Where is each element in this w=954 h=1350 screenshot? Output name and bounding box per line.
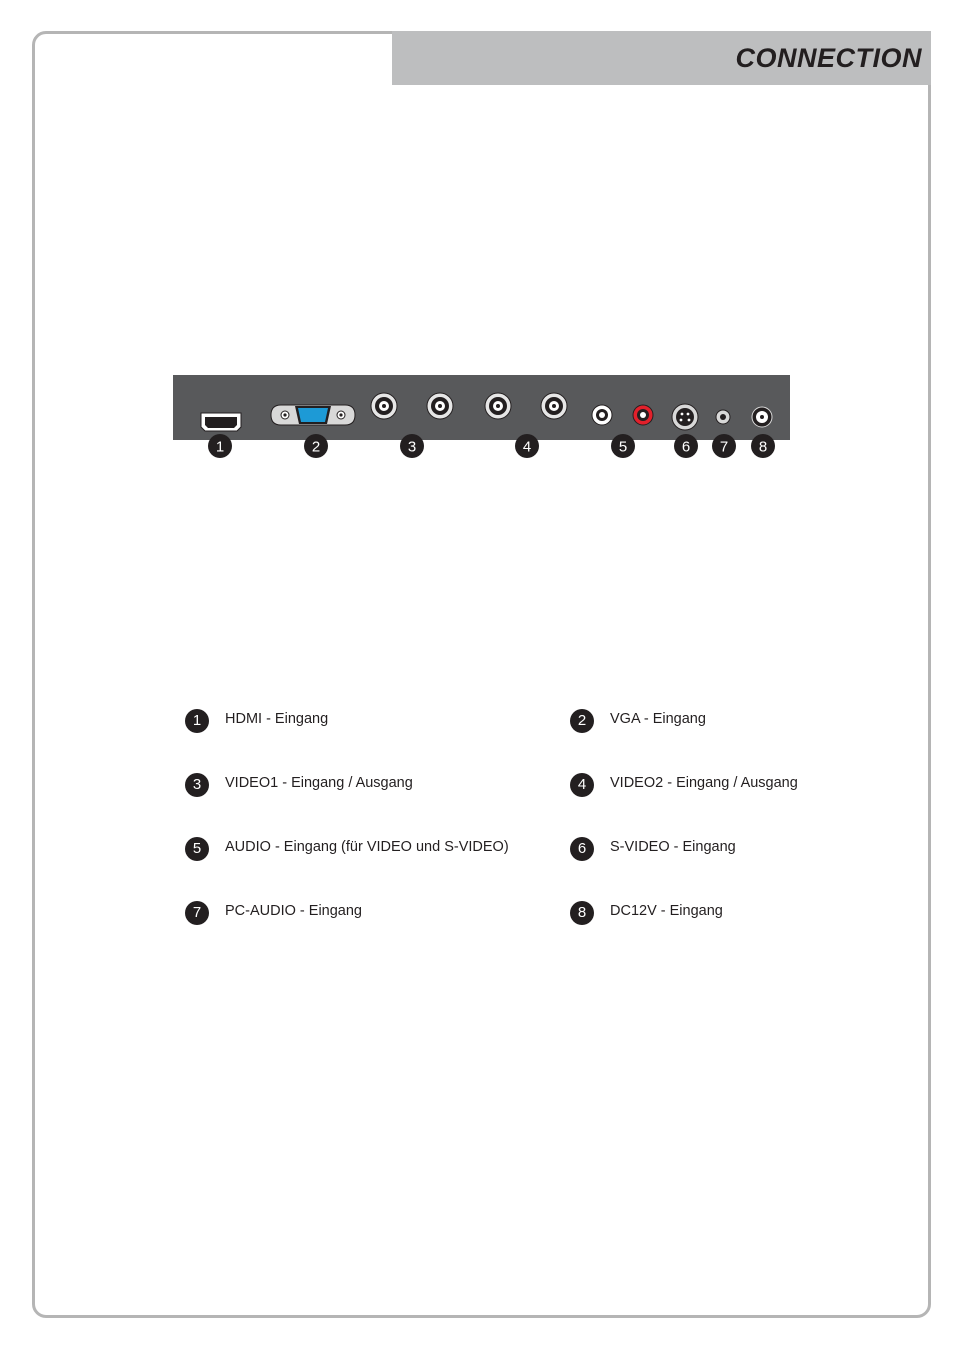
legend-label: VIDEO2 - Eingang / Ausgang <box>610 775 798 791</box>
svg-text:6: 6 <box>681 438 691 456</box>
connector-panel <box>173 375 790 465</box>
legend-label: VGA - Eingang <box>610 711 706 727</box>
legend-label: DC12V - Eingang <box>610 903 723 919</box>
video1-rca-left-icon <box>371 393 397 419</box>
video1-rca-right-icon <box>427 393 453 419</box>
legend-label: AUDIO - Eingang (für VIDEO und S-VIDEO) <box>225 839 509 855</box>
svg-text:4: 4 <box>522 438 532 456</box>
legend-label: VIDEO1 - Eingang / Ausgang <box>225 775 413 791</box>
audio-right-jack-icon <box>633 405 653 425</box>
legend-badge: 3 <box>185 773 209 797</box>
legend-label: S-VIDEO - Eingang <box>610 839 736 855</box>
connector-badge-7 <box>712 434 736 458</box>
connector-badge-2 <box>304 434 328 458</box>
connector-badge-6 <box>674 434 698 458</box>
legend-badge: 8 <box>570 901 594 925</box>
svg-text:8: 8 <box>758 438 768 456</box>
legend-badge: 7 <box>185 901 209 925</box>
legend-badge: 5 <box>185 837 209 861</box>
connector-badge-3 <box>400 434 424 458</box>
dc12v-jack-icon <box>752 407 772 427</box>
svg-text:2: 2 <box>311 438 321 456</box>
vga-port-icon <box>271 405 355 425</box>
hdmi-port-icon <box>201 413 241 431</box>
svideo-port-icon <box>672 404 698 430</box>
audio-left-jack-icon <box>592 405 612 425</box>
svg-text:7: 7 <box>719 438 729 456</box>
page-frame <box>32 31 931 1318</box>
svg-text:5: 5 <box>618 438 628 456</box>
connector-badge-8 <box>751 434 775 458</box>
svg-text:3: 3 <box>407 438 417 456</box>
connector-badge-4 <box>515 434 539 458</box>
legend-label: HDMI - Eingang <box>225 711 329 727</box>
video2-rca-left-icon <box>485 393 511 419</box>
legend-badge: 1 <box>185 709 209 733</box>
connector-badge-1 <box>208 434 232 458</box>
legend-badge: 6 <box>570 837 594 861</box>
video2-rca-right-icon <box>541 393 567 419</box>
legend-badge: 4 <box>570 773 594 797</box>
legend-badge: 2 <box>570 709 594 733</box>
panel-body <box>173 375 790 440</box>
page-title: CONNECTION <box>735 43 922 73</box>
pc-audio-jack-icon <box>716 410 730 424</box>
connector-badge-5 <box>611 434 635 458</box>
svg-text:1: 1 <box>215 438 225 456</box>
legend-label: PC-AUDIO - Eingang <box>225 903 362 919</box>
